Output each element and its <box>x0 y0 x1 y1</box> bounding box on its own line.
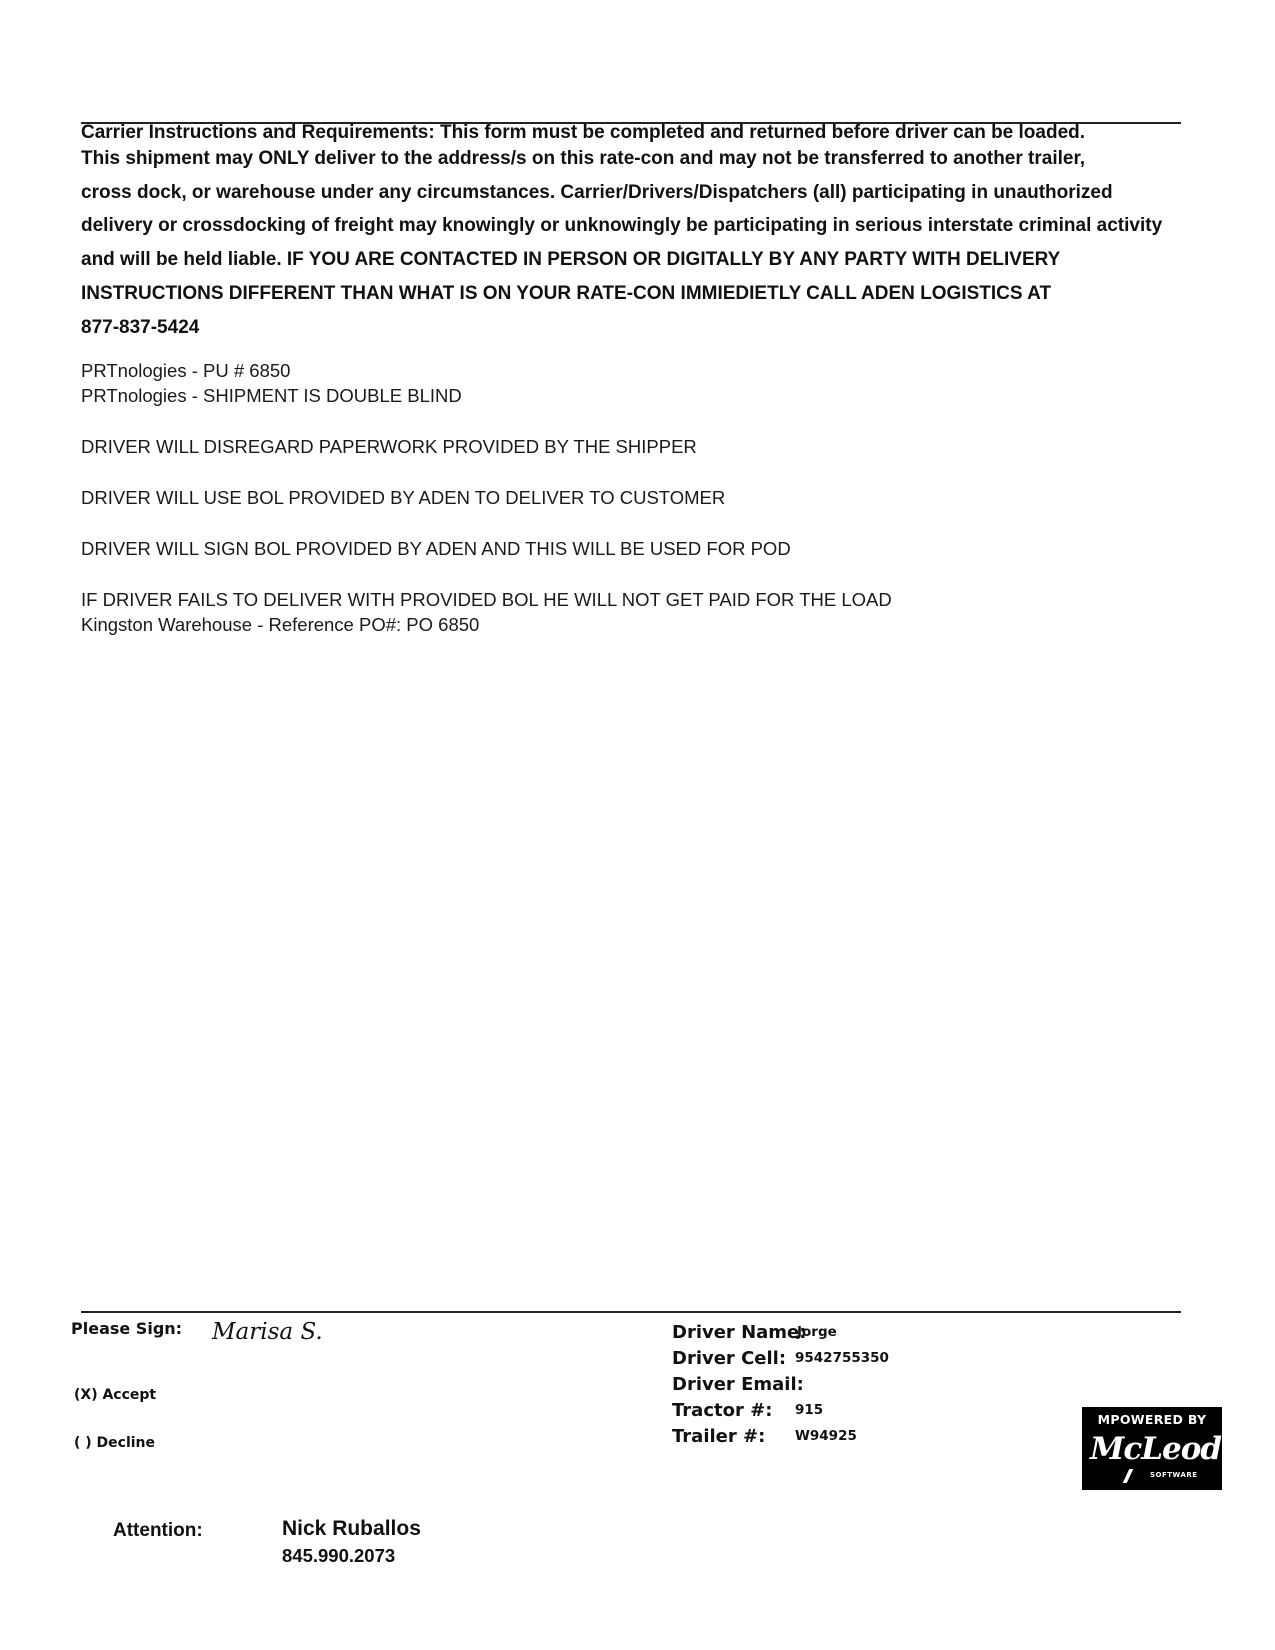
instruction-line: INSTRUCTIONS DIFFERENT THAN WHAT IS ON YOUR RATE-CON IMMIEDIETLY CALL ADEN LOGISTICS AT <box>81 283 1052 304</box>
signature-divider <box>81 1311 1181 1313</box>
trailer-label: Trailer #: <box>672 1426 766 1447</box>
disregard-paperwork-note: DRIVER WILL DISREGARD PAPERWORK PROVIDED BY THE SHIPPER <box>81 436 697 457</box>
driver-cell-value: 9542755350 <box>795 1350 889 1366</box>
logo-brand-text: McLeod <box>1090 1431 1222 1467</box>
instruction-line: delivery or crossdocking of freight may knowingly or unknowingly be participating in serious interstate criminal activity <box>81 215 1163 236</box>
signature-field[interactable]: Marisa S. <box>212 1319 323 1345</box>
driver-email-label: Driver Email: <box>672 1374 804 1395</box>
use-bol-note: DRIVER WILL USE BOL PROVIDED BY ADEN TO DELIVER TO CUSTOMER <box>81 487 726 508</box>
attention-phone: 845.990.2073 <box>282 1545 396 1566</box>
instruction-line: cross dock, or warehouse under any circumstances. Carrier/Drivers/Dispatchers (all) participating in unauthorized <box>81 182 1113 203</box>
sign-bol-note: DRIVER WILL SIGN BOL PROVIDED BY ADEN AND THIS WILL BE USED FOR POD <box>81 538 791 559</box>
instruction-line: This shipment may ONLY deliver to the address/s on this rate-con and may not be transferred to another trailer, <box>81 148 1086 169</box>
attention-label: Attention: <box>113 1520 203 1541</box>
logo-powered-by-text: MPOWERED BY <box>1097 1412 1207 1427</box>
driver-name-value: Jorge <box>797 1324 837 1340</box>
instruction-line: and will be held liable. IF YOU ARE CONTACTED IN PERSON OR DIGITALLY BY ANY PARTY WITH DELIVERY <box>81 249 1061 270</box>
trailer-value: W94925 <box>795 1428 857 1444</box>
mcleod-logo <box>1082 1407 1222 1490</box>
please-sign-label: Please Sign: <box>71 1319 183 1338</box>
instruction-line: Carrier Instructions and Requirements: This form must be completed and returned before driver can be loaded. <box>81 122 1086 143</box>
tractor-label: Tractor #: <box>672 1400 773 1421</box>
decline-option[interactable]: ( ) Decline <box>74 1435 156 1451</box>
warehouse-reference-note: Kingston Warehouse - Reference PO#: PO 6850 <box>81 614 480 635</box>
bol-payment-note: IF DRIVER FAILS TO DELIVER WITH PROVIDED BOL HE WILL NOT GET PAID FOR THE LOAD <box>81 589 892 610</box>
tractor-value: 915 <box>795 1402 824 1418</box>
driver-name-label: Driver Name: <box>672 1322 807 1343</box>
accept-option[interactable]: (X) Accept <box>74 1387 157 1403</box>
double-blind-note: PRTnologies - SHIPMENT IS DOUBLE BLIND <box>81 385 462 406</box>
logo-software-text: SOFTWARE <box>1150 1471 1198 1479</box>
driver-cell-label: Driver Cell: <box>672 1348 787 1369</box>
instruction-line: 877-837-5424 <box>81 317 200 338</box>
logo-slash-mark <box>1123 1469 1134 1483</box>
pickup-note: PRTnologies - PU # 6850 <box>81 360 291 381</box>
attention-name: Nick Ruballos <box>282 1517 421 1540</box>
